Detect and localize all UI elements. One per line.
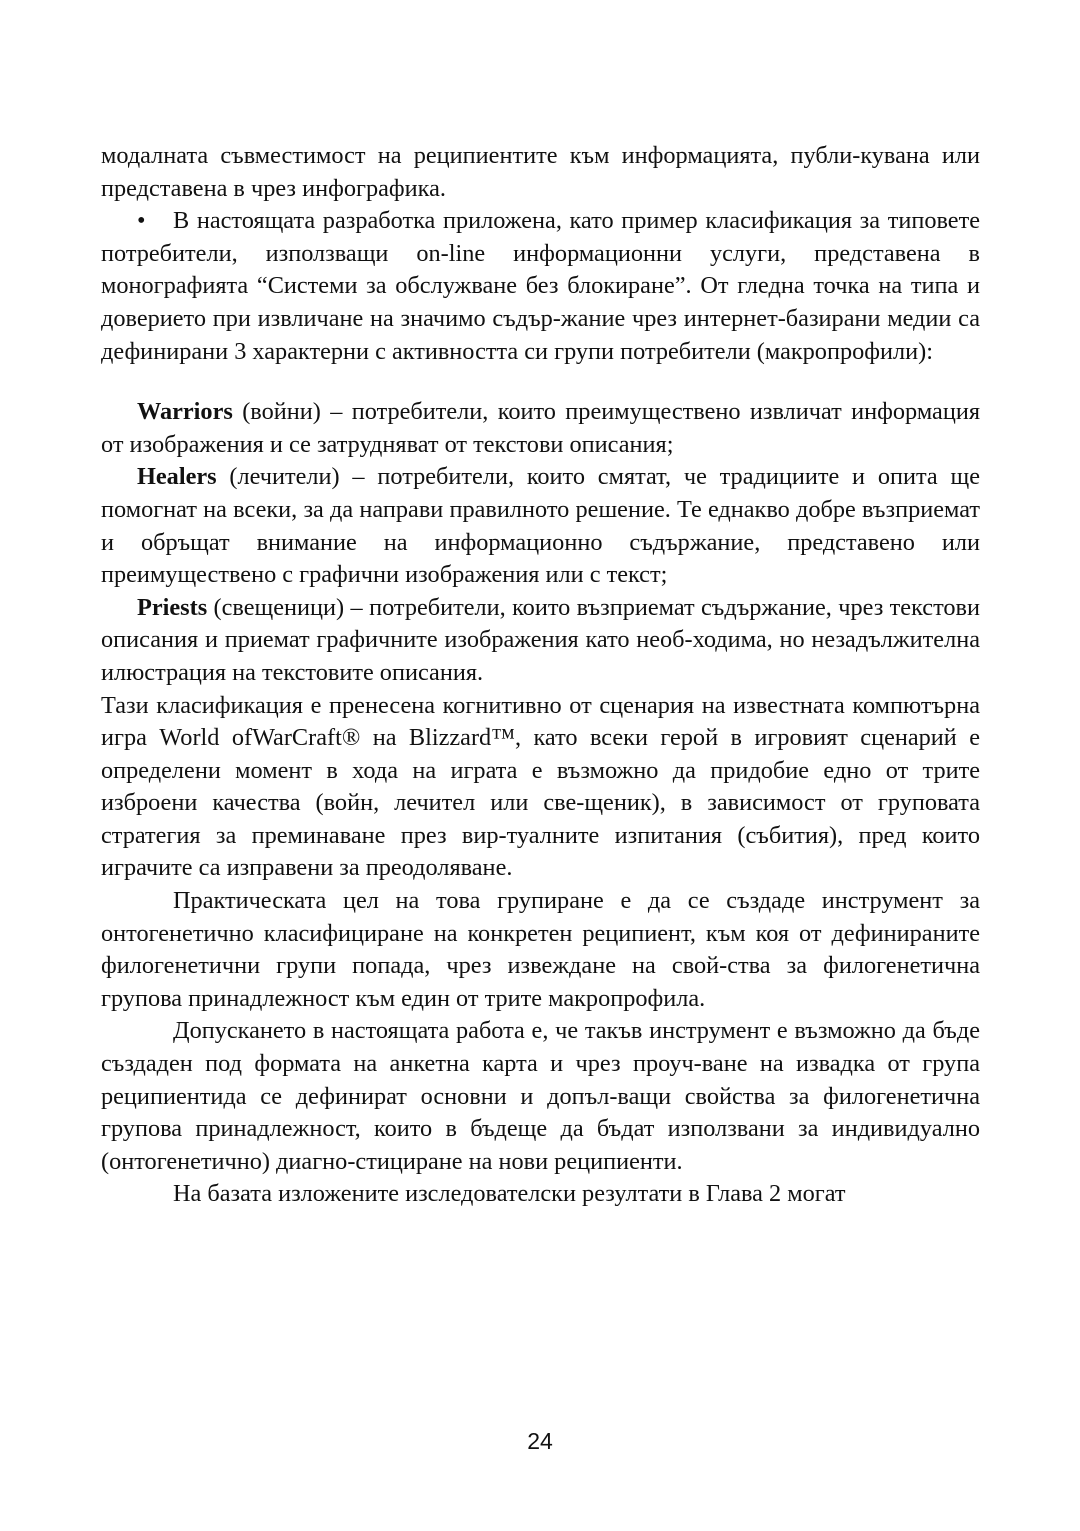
classification-paragraph: Тази класификация е пренесена когнитивно от сценария на известната компютърна игра World ofWarCraft® на Blizzard™, като всеки герой в игровият сценарий е определени момент в хода на играта е възможно да придобие едно от трите изброени качества (войн, лечител или све-щеник), в зависимост от груповата стратегия за преминаване през вир-туалните изпитания (събития), пред които играчите са изправени за преодоляване. [101, 691, 980, 882]
profile-warriors [101, 396, 980, 461]
intro-paragraph: модалната съвместимост на реципиентите към информацията, публи-кувана или представена в чрез инфографика. [101, 142, 980, 202]
profile-definition: (лечители) – потребители, които смятат, че традициите и опита ще помогнат на всеки, за да направи правилното решение. Те еднакво добре възприемат и обръщат внимание на информационно съдържание, представено или преимуществено с графични изображения или с текст; [101, 463, 980, 589]
profile-definition: (войни) – потребители, които преимуществено извличат информация от изображения и се затрудняват от текстови описания; [101, 398, 980, 458]
closing-paragraph: На базата изложените изследователски резултати в Глава 2 могат [173, 1180, 846, 1208]
profile-healers [101, 461, 980, 591]
page-body [101, 140, 980, 1211]
bullet-item-text: В настоящата разработка приложена, като пример класификация за типовете потребители, използващи on-line информационни услуги, представена в монографията “Системи за обслужване без блокиране”. От гледна точка на типа и доверието при извличане на значимо съдър-жание чрез интернет-базирани медии са дефинирани 3 характерни с активността си групи потребители (макропрофили): [101, 207, 980, 365]
page-number: 24 [527, 1428, 553, 1454]
profile-definition: (свещеници) – потребители, които възприемат съдържание, чрез текстови описания и приемат графичните изображения като необ-ходима, но незадължителна илюстрация на текстовите описания. [101, 593, 980, 686]
profile-term: Priests [137, 593, 208, 621]
assumption-paragraph: Допускането в настоящата работа е, че такъв инструмент е възможно да бъде създаден под формата на анкетна карта и чрез проуч-ване на извадка от група реципиентида се дефинират основни и допъл-ващи свойства за филогенетична групова принадлежност, които в бъдеще да бъдат използвани за индивидуално (онтогенетично) диагно-стициране на нови реципиенти. [101, 1017, 980, 1175]
practical-goal-paragraph: Практическата цел на това групиране е да се създаде инструмент за онтогенетично класифициране на конкретен реципиент, към коя от дефинираните филогенетични групи попада, чрез извеждане на свой-ства за филогенетична групова принадлежност към един от трите макропрофила. [101, 887, 980, 1012]
paragraph-spacer [101, 368, 980, 396]
bullet-icon: • [137, 207, 146, 235]
bullet-list-item [101, 205, 980, 368]
profile-term: Warriors [137, 398, 233, 426]
profile-priests [101, 592, 980, 690]
profile-term: Healers [137, 463, 217, 491]
